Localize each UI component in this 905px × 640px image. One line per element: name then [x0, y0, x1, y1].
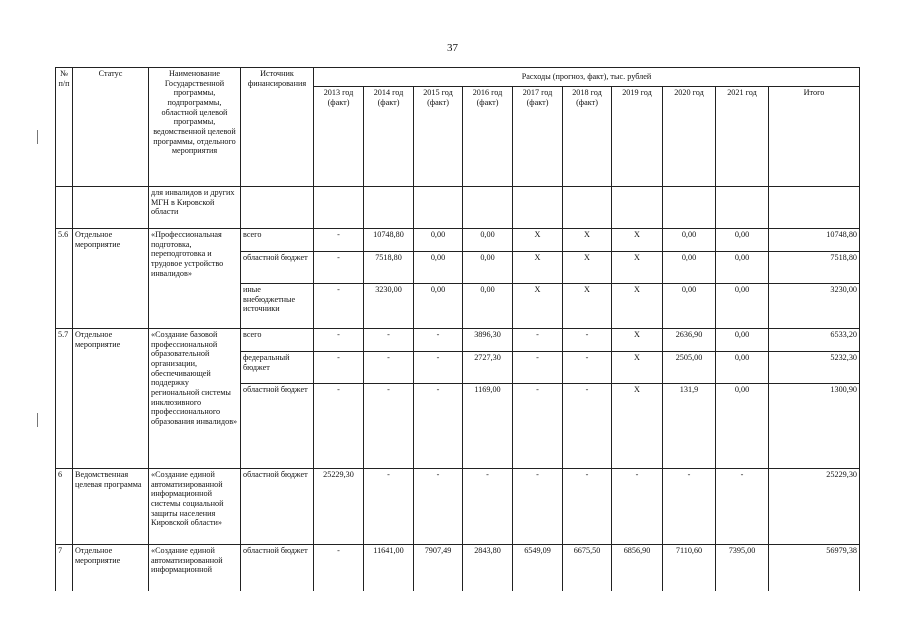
table-row — [56, 545, 860, 591]
row-source: областной бюджет — [241, 384, 314, 469]
value-cell: - — [314, 252, 364, 284]
binding-mark-bottom — [37, 413, 38, 427]
value-cell: 11641,00 — [364, 545, 414, 591]
total-cell: 10748,80 — [769, 229, 860, 252]
row-source: областной бюджет — [241, 545, 314, 591]
value-cell: X — [612, 352, 663, 384]
value-cell: 0,00 — [716, 252, 769, 284]
row-source: федеральный бюджет — [241, 352, 314, 384]
total-cell: 1300,90 — [769, 384, 860, 469]
value-cell: - — [314, 329, 364, 352]
row-status: Отдельное мероприятие — [73, 545, 149, 591]
row-source: всего — [241, 229, 314, 252]
continuation-row — [56, 187, 860, 229]
value-cell: X — [612, 384, 663, 469]
binding-mark-top — [37, 130, 38, 144]
empty-cell — [414, 187, 463, 229]
value-cell: 2505,00 — [663, 352, 716, 384]
value-cell: 0,00 — [463, 252, 513, 284]
header-expenses: Расходы (прогноз, факт), тыс. рублей — [314, 68, 860, 87]
value-cell: - — [563, 329, 612, 352]
row-source: областной бюджет — [241, 252, 314, 284]
value-cell: 25229,30 — [314, 469, 364, 545]
row-source: областной бюджет — [241, 469, 314, 545]
table-row — [56, 329, 860, 352]
header-source: Источник финансирования — [241, 68, 314, 187]
total-cell: 3230,00 — [769, 284, 860, 329]
row-number: 5.6 — [56, 229, 73, 329]
value-cell: X — [563, 284, 612, 329]
value-cell: X — [563, 229, 612, 252]
value-cell: 0,00 — [663, 252, 716, 284]
row-source: иные внебюджетные источники — [241, 284, 314, 329]
value-cell: 7110,60 — [663, 545, 716, 591]
value-cell: 131,9 — [663, 384, 716, 469]
value-cell: - — [414, 384, 463, 469]
row-name: «Создание базовой профессиональной образовательной организации, обеспечивающей поддержку региональной системы инклюзивного профессионального образования инвалидов» — [149, 329, 241, 469]
header-year: 2021 год — [716, 87, 769, 187]
value-cell: 7518,80 — [364, 252, 414, 284]
value-cell: - — [364, 469, 414, 545]
value-cell: X — [612, 252, 663, 284]
empty-cell — [73, 187, 149, 229]
value-cell: - — [513, 352, 563, 384]
value-cell: 7395,00 — [716, 545, 769, 591]
value-cell: - — [513, 384, 563, 469]
value-cell: - — [563, 384, 612, 469]
value-cell: 0,00 — [463, 284, 513, 329]
row-name: «Профессиональная подготовка, переподготовка и трудовое устройство инвалидов» — [149, 229, 241, 329]
value-cell: 1169,00 — [463, 384, 513, 469]
value-cell: - — [563, 469, 612, 545]
value-cell: - — [314, 545, 364, 591]
empty-cell — [364, 187, 414, 229]
expenses-table — [55, 67, 860, 591]
row-number: 5.7 — [56, 329, 73, 469]
value-cell: - — [414, 352, 463, 384]
header-year: 2017 год (факт) — [513, 87, 563, 187]
header-row-1 — [56, 68, 860, 87]
empty-cell — [769, 187, 860, 229]
empty-cell — [513, 187, 563, 229]
value-cell: 0,00 — [414, 284, 463, 329]
value-cell: - — [364, 329, 414, 352]
value-cell: X — [612, 229, 663, 252]
value-cell: 3896,30 — [463, 329, 513, 352]
table-row — [56, 469, 860, 545]
row-number: 6 — [56, 469, 73, 545]
header-year: 2016 год (факт) — [463, 87, 513, 187]
continuation-name: для инвалидов и других МГН в Кировской области — [149, 187, 241, 229]
total-cell: 6533,20 — [769, 329, 860, 352]
value-cell: - — [463, 469, 513, 545]
table-row — [56, 229, 860, 252]
header-year: 2015 год (факт) — [414, 87, 463, 187]
page-number: 37 — [447, 42, 458, 54]
header-year: 2014 год (факт) — [364, 87, 414, 187]
value-cell: - — [612, 469, 663, 545]
value-cell: 2843,80 — [463, 545, 513, 591]
value-cell: - — [414, 329, 463, 352]
value-cell: 10748,80 — [364, 229, 414, 252]
header-year: 2020 год — [663, 87, 716, 187]
row-name: «Создание единой автоматизированной информационной системы социальной защиты населения Кировской области» — [149, 469, 241, 545]
value-cell: 0,00 — [716, 284, 769, 329]
empty-cell — [563, 187, 612, 229]
value-cell: 0,00 — [414, 252, 463, 284]
row-number: 7 — [56, 545, 73, 591]
total-cell: 7518,80 — [769, 252, 860, 284]
value-cell: 0,00 — [716, 384, 769, 469]
value-cell: 0,00 — [716, 229, 769, 252]
header-status: Статус — [73, 68, 149, 187]
value-cell: 0,00 — [663, 284, 716, 329]
value-cell: - — [364, 384, 414, 469]
value-cell: - — [513, 469, 563, 545]
value-cell: 2727,30 — [463, 352, 513, 384]
value-cell: X — [513, 252, 563, 284]
value-cell: 7907,49 — [414, 545, 463, 591]
empty-cell — [612, 187, 663, 229]
value-cell: 0,00 — [663, 229, 716, 252]
header-year: 2013 год (факт) — [314, 87, 364, 187]
empty-cell — [56, 187, 73, 229]
total-cell: 25229,30 — [769, 469, 860, 545]
value-cell: - — [716, 469, 769, 545]
value-cell: X — [612, 329, 663, 352]
header-name: Наименование Государственной программы, подпрограммы, областной целевой программы, ведомственной целевой программы, отдельного мероприятия — [149, 68, 241, 187]
value-cell: 3230,00 — [364, 284, 414, 329]
value-cell: 6549,09 — [513, 545, 563, 591]
value-cell: X — [612, 284, 663, 329]
row-status: Отдельное мероприятие — [73, 329, 149, 469]
total-cell: 56979,38 — [769, 545, 860, 591]
header-year: 2018 год (факт) — [563, 87, 612, 187]
value-cell: - — [314, 352, 364, 384]
header-num: № п/п — [56, 68, 73, 187]
row-source: всего — [241, 329, 314, 352]
value-cell: - — [563, 352, 612, 384]
value-cell: 6675,50 — [563, 545, 612, 591]
header-total: Итого — [769, 87, 860, 187]
value-cell: - — [314, 284, 364, 329]
total-cell: 5232,30 — [769, 352, 860, 384]
value-cell: - — [364, 352, 414, 384]
row-status: Ведомственная целевая программа — [73, 469, 149, 545]
value-cell: - — [513, 329, 563, 352]
value-cell: - — [663, 469, 716, 545]
row-name: «Создание единой автоматизированной информационной — [149, 545, 241, 591]
row-status: Отдельное мероприятие — [73, 229, 149, 329]
value-cell: 0,00 — [716, 352, 769, 384]
value-cell: X — [513, 229, 563, 252]
value-cell: X — [513, 284, 563, 329]
empty-cell — [716, 187, 769, 229]
value-cell: 0,00 — [463, 229, 513, 252]
value-cell: 6856,90 — [612, 545, 663, 591]
value-cell: 0,00 — [716, 329, 769, 352]
value-cell: - — [314, 229, 364, 252]
value-cell: X — [563, 252, 612, 284]
empty-cell — [314, 187, 364, 229]
value-cell: - — [314, 384, 364, 469]
value-cell: 0,00 — [414, 229, 463, 252]
value-cell: 2636,90 — [663, 329, 716, 352]
header-year: 2019 год — [612, 87, 663, 187]
empty-cell — [663, 187, 716, 229]
empty-cell — [463, 187, 513, 229]
empty-cell — [241, 187, 314, 229]
value-cell: - — [414, 469, 463, 545]
